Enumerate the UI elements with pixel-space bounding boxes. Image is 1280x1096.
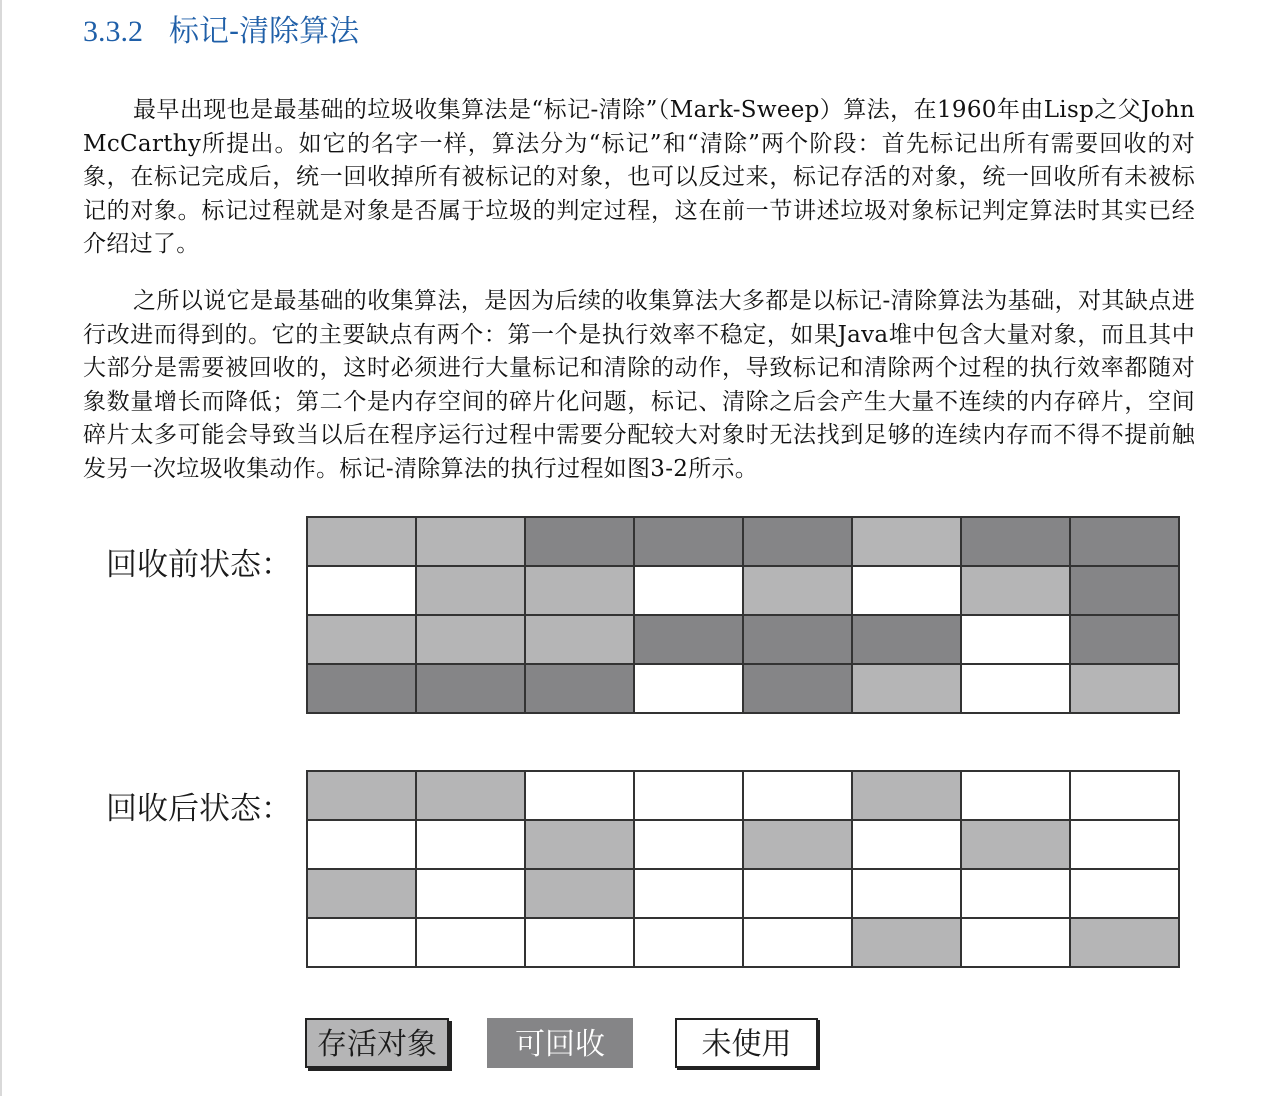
memory-cell-unused — [635, 567, 742, 614]
page-left-rule — [0, 0, 2, 1096]
memory-cell-alive — [1071, 665, 1178, 712]
memory-cell-alive — [853, 518, 960, 565]
memory-cell-unused — [635, 919, 742, 966]
memory-cell-reclaimable — [1071, 567, 1178, 614]
memory-cell-reclaimable — [526, 665, 633, 712]
before-state-label: 回收前状态： — [106, 547, 292, 583]
memory-cell-reclaimable — [962, 518, 1069, 565]
memory-cell-alive — [962, 821, 1069, 868]
memory-cell-unused — [417, 919, 524, 966]
after-state-label: 回收后状态： — [106, 791, 292, 827]
memory-cell-reclaimable — [744, 518, 851, 565]
memory-cell-unused — [744, 772, 851, 819]
memory-cell-unused — [1071, 821, 1178, 868]
memory-cell-alive — [853, 665, 960, 712]
memory-cell-unused — [853, 870, 960, 917]
memory-cell-alive — [417, 616, 524, 663]
memory-cell-alive — [308, 772, 415, 819]
memory-cell-unused — [417, 870, 524, 917]
memory-cell-reclaimable — [744, 616, 851, 663]
memory-cell-reclaimable — [635, 518, 742, 565]
memory-cell-reclaimable — [635, 616, 742, 663]
before-memory-grid — [306, 516, 1180, 714]
memory-cell-alive — [744, 567, 851, 614]
memory-cell-unused — [962, 919, 1069, 966]
memory-cell-unused — [526, 772, 633, 819]
memory-cell-alive — [417, 772, 524, 819]
memory-cell-unused — [1071, 772, 1178, 819]
memory-cell-alive — [526, 870, 633, 917]
memory-cell-unused — [962, 870, 1069, 917]
memory-cell-alive — [962, 567, 1069, 614]
memory-cell-alive — [853, 919, 960, 966]
memory-cell-alive — [526, 821, 633, 868]
memory-cell-alive — [744, 821, 851, 868]
section-title: 标记-清除算法 — [169, 14, 360, 49]
section-heading — [83, 10, 359, 54]
memory-cell-unused — [308, 919, 415, 966]
section-number: 3.3.2 — [83, 15, 143, 48]
legend-unused: 未使用 — [675, 1018, 818, 1068]
memory-cell-unused — [308, 821, 415, 868]
memory-cell-alive — [526, 616, 633, 663]
memory-cell-alive — [417, 518, 524, 565]
memory-cell-unused — [853, 821, 960, 868]
memory-cell-reclaimable — [417, 665, 524, 712]
memory-cell-unused — [744, 919, 851, 966]
memory-cell-alive — [417, 567, 524, 614]
memory-cell-unused — [962, 616, 1069, 663]
memory-cell-alive — [853, 772, 960, 819]
memory-cell-unused — [635, 870, 742, 917]
memory-cell-unused — [1071, 870, 1178, 917]
memory-cell-reclaimable — [1071, 616, 1178, 663]
memory-cell-unused — [635, 665, 742, 712]
paragraph-drawbacks: 之所以说它是最基础的收集算法，是因为后续的收集算法大多都是以标记-清除算法为基础，对其缺点进行改进而得到的。它的主要缺点有两个：第一个是执行效率不稳定，如果Java堆中包含大量对象，而且其中大部分是需要被回收的，这时必须进行大量标记和清除的动作，导致标记和清除两个过程的执行效率都随对象数量增长而降低；第二个是内存空间的碎片化问题，标记、清除之后会产生大量不连续的内存碎片，空间碎片太多可能会导致当以后在程序运行过程中需要分配较大对象时无法找到足够的连续内存而不得不提前触发另一次垃圾收集动作。标记-清除算法的执行过程如图3-2所示。 — [83, 288, 1195, 482]
memory-cell-alive — [308, 870, 415, 917]
paragraph-intro: 最早出现也是最基础的垃圾收集算法是“标记-清除”（Mark-Sweep）算法，在1960年由Lisp之父John McCarthy所提出。如它的名字一样，算法分为“标记”和“清除”两个阶段：首先标记出所有需要回收的对象，在标记完成后，统一回收掉所有被标记的对象，也可以反过来，标记存活的对象，统一回收所有未被标记的对象。标记过程就是对象是否属于垃圾的判定过程，这在前一节讲述垃圾对象标记判定算法时其实已经介绍过了。 — [83, 97, 1195, 257]
memory-cell-reclaimable — [308, 665, 415, 712]
memory-cell-reclaimable — [744, 665, 851, 712]
memory-cell-alive — [526, 567, 633, 614]
legend-alive-object: 存活对象 — [305, 1018, 449, 1068]
memory-cell-unused — [526, 919, 633, 966]
memory-cell-unused — [962, 665, 1069, 712]
memory-cell-unused — [308, 567, 415, 614]
memory-cell-unused — [417, 821, 524, 868]
memory-cell-unused — [635, 821, 742, 868]
after-memory-grid — [306, 770, 1180, 968]
memory-cell-alive — [308, 616, 415, 663]
memory-cell-reclaimable — [526, 518, 633, 565]
memory-cell-unused — [744, 870, 851, 917]
memory-cell-alive — [308, 518, 415, 565]
memory-cell-alive — [1071, 919, 1178, 966]
memory-cell-unused — [962, 772, 1069, 819]
memory-cell-reclaimable — [1071, 518, 1178, 565]
memory-cell-reclaimable — [853, 616, 960, 663]
legend-reclaimable: 可回收 — [487, 1018, 633, 1068]
memory-cell-unused — [853, 567, 960, 614]
memory-cell-unused — [635, 772, 742, 819]
